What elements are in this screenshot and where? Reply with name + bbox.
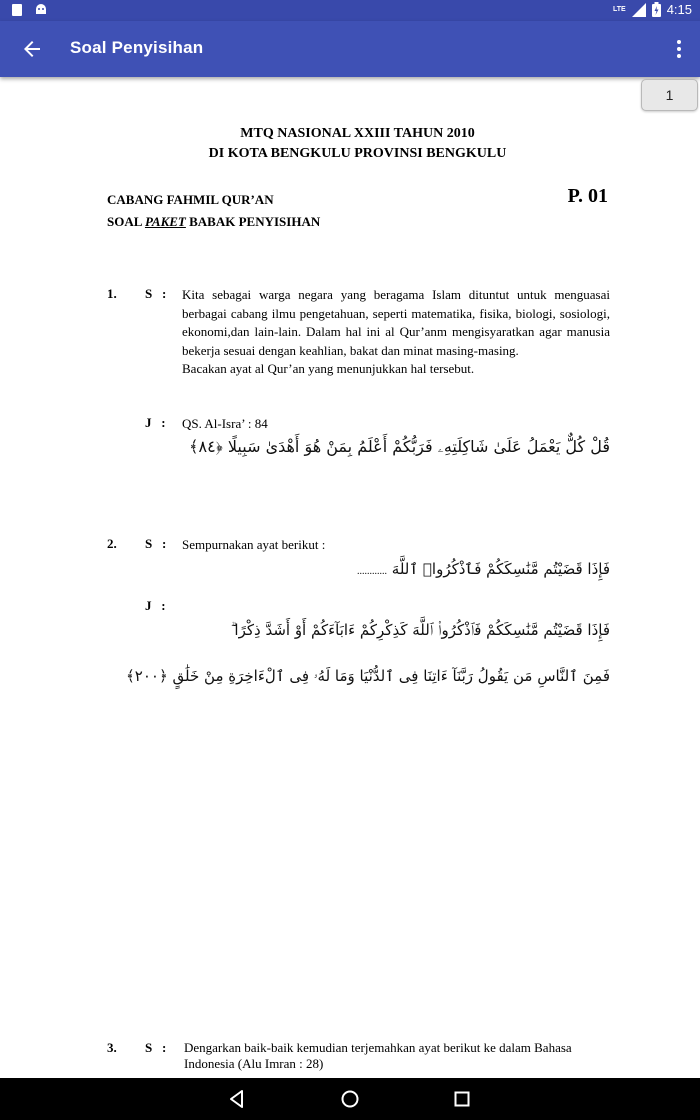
question-1-answer-arabic: قُلْ كُلٌّ يَعْمَلُ عَلَىٰ شَاكِلَتِهِۦ فَرَبُّكُمْ أَعْلَمُ بِمَنْ هُوَ أَهْدَىٰ سَبِيلًا ﴿٨٤﴾ bbox=[189, 437, 610, 456]
question-2-answer-line-1: فَإِذَا قَضَيْتُم مَّنَٰسِكَكُمْ فَٱذْكُرُوا۟ ٱللَّهَ كَذِكْرِكُمْ ءَابَآءَكُمْ أَوْ أَشَدَّ ذِكْرًا ۗ bbox=[230, 621, 610, 639]
network-type: LTE bbox=[612, 6, 626, 13]
back-arrow-icon[interactable] bbox=[20, 37, 44, 61]
signal-icon bbox=[632, 3, 646, 17]
colon: : bbox=[161, 1040, 167, 1055]
colon: : bbox=[161, 536, 167, 551]
question-1-instruction: Bacakan ayat al Qur’an yang menunjukkan hal tersebut. bbox=[182, 361, 475, 376]
j-label: J bbox=[145, 598, 152, 613]
colon: : bbox=[161, 598, 166, 613]
question-3-s-label bbox=[145, 1040, 166, 1056]
category-label: CABANG FAHMIL QUR’AN bbox=[107, 192, 274, 207]
question-2-answer-line-2: فَمِنَ ٱلنَّاسِ مَن يَقُولُ رَبَّنَآ ءَاتِنَا فِى ٱلدُّنْيَا وَمَا لَهُۥ فِى ٱلْءَاخِرَةِ مِنْ خَلَٰقٍ ﴿٢٠٠﴾ bbox=[126, 667, 610, 685]
back-nav-icon[interactable] bbox=[226, 1088, 248, 1110]
s-label: S bbox=[145, 1040, 153, 1055]
question-1-number: 1. bbox=[107, 286, 117, 301]
header-line-1: MTQ NASIONAL XXIII TAHUN 2010 bbox=[240, 126, 475, 141]
more-options-icon[interactable] bbox=[676, 38, 682, 60]
question-3-text: Dengarkan baik-baik kemudian terjemahkan ayat berikut ke dalam Bahasa Indonesia (Alu Imran : 28) bbox=[184, 1040, 572, 1071]
colon: : bbox=[161, 286, 167, 301]
app-bar bbox=[0, 21, 700, 77]
notification-file-icon bbox=[10, 3, 24, 17]
round-prefix: SOAL bbox=[107, 214, 145, 229]
colon: : bbox=[161, 415, 166, 430]
j-label: J bbox=[145, 415, 152, 430]
question-2-dots: ............ bbox=[357, 566, 388, 577]
question-1-text bbox=[182, 286, 610, 379]
round-suffix: BABAK PENYISIHAN bbox=[185, 214, 321, 229]
question-2-arabic bbox=[357, 560, 610, 578]
question-1-s-label bbox=[145, 286, 166, 302]
android-icon bbox=[34, 3, 48, 17]
battery-icon bbox=[652, 2, 661, 17]
s-label: S bbox=[145, 536, 153, 551]
packet-number: P. 01 bbox=[567, 185, 608, 207]
round-label bbox=[107, 214, 320, 230]
recents-nav-icon[interactable] bbox=[451, 1088, 473, 1110]
round-emphasis: PAKET bbox=[144, 214, 186, 229]
header-line-2: DI KOTA BENGKULU PROVINSI BENGKULU bbox=[208, 146, 507, 161]
question-1-body: Kita sebagai warga negara yang beragama Islam dituntut untuk menguasai berbagai cabang ilmu pengetahuan, seperti matematika, fisika, biologi, sosiologi, ekonomi,dan lain-lain. Dalam hal ini al Qur’anm mengisyaratkan agar manusia bekerja sesuai dengan keahlian, bakat dan minat masing-masing. bbox=[182, 287, 610, 358]
question-2-s-label bbox=[145, 536, 166, 552]
s-label: S bbox=[145, 286, 153, 301]
clock: 4:15 bbox=[666, 2, 692, 17]
page-number-badge: 1 bbox=[641, 79, 698, 111]
question-2-j-label bbox=[145, 598, 166, 614]
question-2-arabic-text: فَإِذَا قَضَيْتُم مَّنَٰسِكَكُمْ فَٱذْكُرُوا۟ ٱللَّهَ bbox=[391, 560, 610, 578]
navigation-bar bbox=[0, 1078, 700, 1120]
status-bar bbox=[0, 0, 700, 21]
question-2-number: 2. bbox=[107, 536, 117, 551]
pdf-document[interactable] bbox=[0, 77, 700, 1078]
question-1-j-label bbox=[145, 415, 166, 431]
question-3-number: 3. bbox=[107, 1040, 117, 1055]
home-nav-icon[interactable] bbox=[339, 1088, 361, 1110]
page-title: Soal Penyisihan bbox=[70, 38, 204, 57]
question-1-answer-ref: QS. Al-Isra’ : 84 bbox=[182, 416, 268, 431]
question-2-text: Sempurnakan ayat berikut : bbox=[182, 537, 326, 552]
